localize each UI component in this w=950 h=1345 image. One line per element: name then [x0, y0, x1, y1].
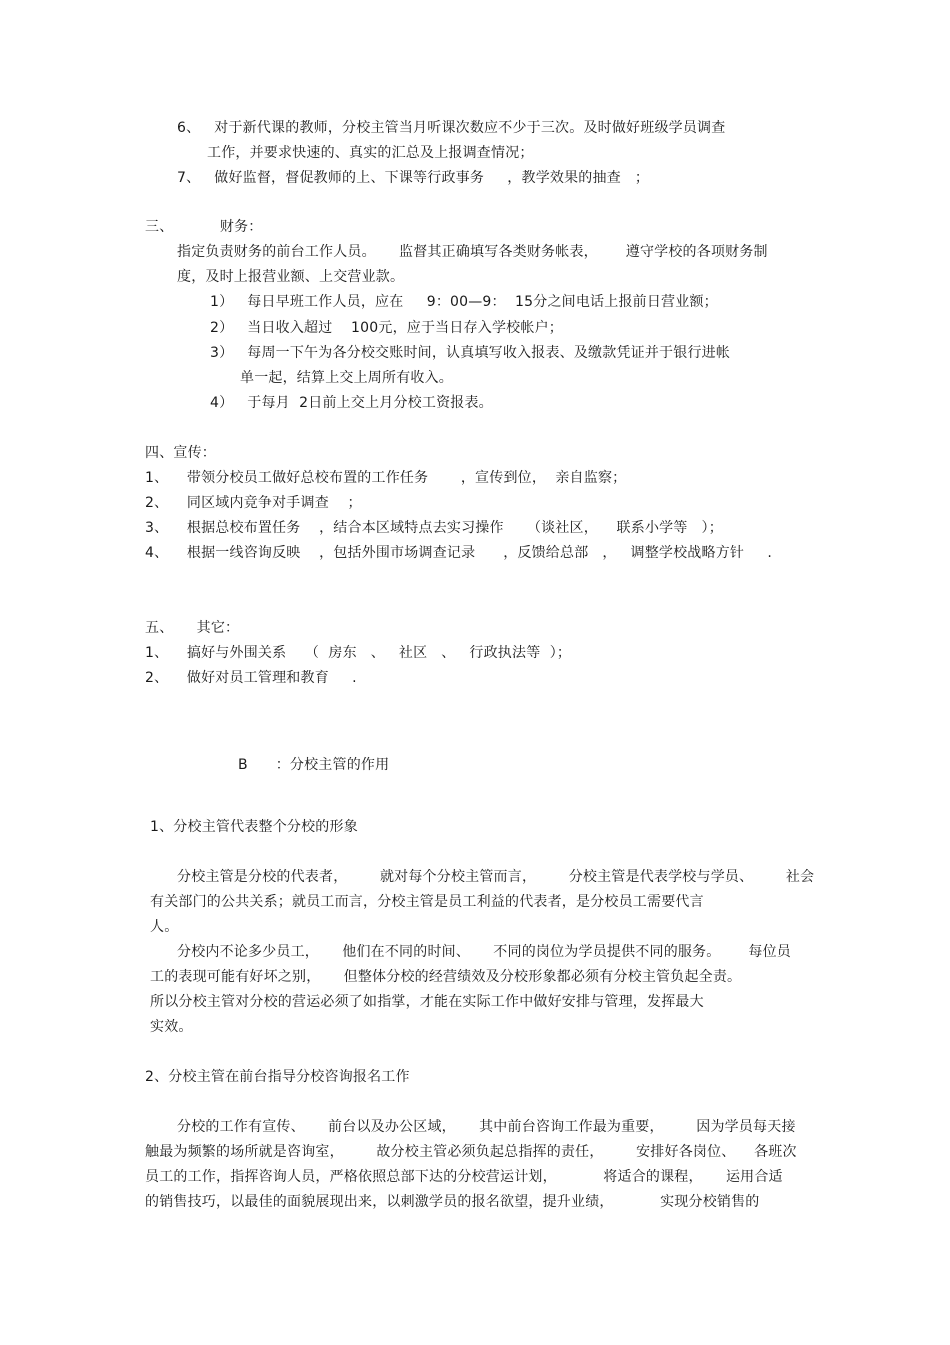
section-heading: 三、 财务： [145, 219, 263, 235]
text-line: 7、 做好监督，督促教师的上、下课等行政事务 ，教学效果的抽查 ； [177, 170, 650, 186]
text-line: 3） 每周一下午为各分校交账时间，认真填写收入报表、及缴款凭证并于银行进帐 [210, 345, 731, 361]
text-line: 6、 对于新代课的教师，分校主管当月听课次数应不少于三次。及时做好班级学员调查 [177, 120, 726, 136]
text-line: 1、 搞好与外围关系 （ 房东 、 社区 、 行政执法等 ）； [145, 645, 572, 661]
text-line: 2、 同区域内竞争对手调查 ； [145, 495, 362, 511]
text-line: 单一起，结算上交上周所有收入。 [240, 370, 453, 386]
section-heading: B ：分校主管的作用 [238, 757, 390, 773]
text-line: 1、 带领分校员工做好总校布置的工作任务 ，宣传到位， 亲自监察； [145, 470, 627, 486]
text-line: 2） 当日收入超过 100元，应于当日存入学校帐户； [210, 320, 563, 336]
text-line: 的销售技巧，以最佳的面貌展现出来，以刺激学员的报名欲望，提升业绩， 实现分校销售的 [145, 1194, 760, 1210]
text-line: 触最为频繁的场所就是咨询室， 故分校主管必须负起总指挥的责任， 安排好各岗位、 各班次 [145, 1144, 797, 1160]
text-line: 4、 根据一线咨询反映 ，包括外围市场调查记录 ，反馈给总部 ， 调整学校战略方针 . [145, 545, 773, 561]
text-line: 有关部门的公共关系；就员工而言，分校主管是员工利益的代表者，是分校员工需要代言 [150, 894, 704, 910]
text-line: 指定负责财务的前台工作人员。 监督其正确填写各类财务帐表， 遵守学校的各项财务制 [177, 244, 768, 260]
text-line: 4） 于每月 2日前上交上月分校工资报表。 [210, 395, 493, 411]
text-line: 工的表现可能有好坏之别， 但整体分校的经营绩效及分校形象都必须有分校主管负起全责。 [150, 969, 742, 985]
section-heading: 五、 其它： [145, 620, 240, 636]
text-line: 员工的工作，指挥咨询人员，严格依照总部下达的分校营运计划， 将适合的课程， 运用合适 [145, 1169, 783, 1185]
text-line: 实效。 [150, 1019, 193, 1035]
text-line: 分校主管是分校的代表者， 就对每个分校主管而言， 分校主管是代表学校与学员、 社会 [177, 869, 815, 885]
text-line: 分校内不论多少员工， 他们在不同的时间、 不同的岗位为学员提供不同的服务。 每位员 [177, 944, 792, 960]
text-line: 工作，并要求快速的、真实的汇总及上报调查情况； [207, 145, 534, 161]
text-line: 3、 根据总校布置任务 ，结合本区域特点去实习操作 （谈社区， 联系小学等 ）； [145, 520, 723, 536]
section-heading: 四、宣传： [145, 445, 216, 461]
text-line: 2、 做好对员工管理和教育 . [145, 670, 357, 686]
text-line: 人。 [150, 919, 179, 935]
subsection-heading: 1、分校主管代表整个分校的形象 [150, 819, 358, 835]
text-line: 度，及时上报营业额、上交营业款。 [177, 269, 405, 285]
text-line: 所以分校主管对分校的营运必须了如指掌，才能在实际工作中做好安排与管理，发挥最大 [150, 994, 704, 1010]
subsection-heading: 2、分校主管在前台指导分校咨询报名工作 [145, 1069, 410, 1085]
text-line: 分校的工作有宣传、 前台以及办公区域， 其中前台咨询工作最为重要， 因为学员每天接 [177, 1119, 796, 1135]
text-line: 1） 每日早班工作人员，应在 9：00—9： 15分之间电话上报前日营业额； [210, 294, 718, 310]
